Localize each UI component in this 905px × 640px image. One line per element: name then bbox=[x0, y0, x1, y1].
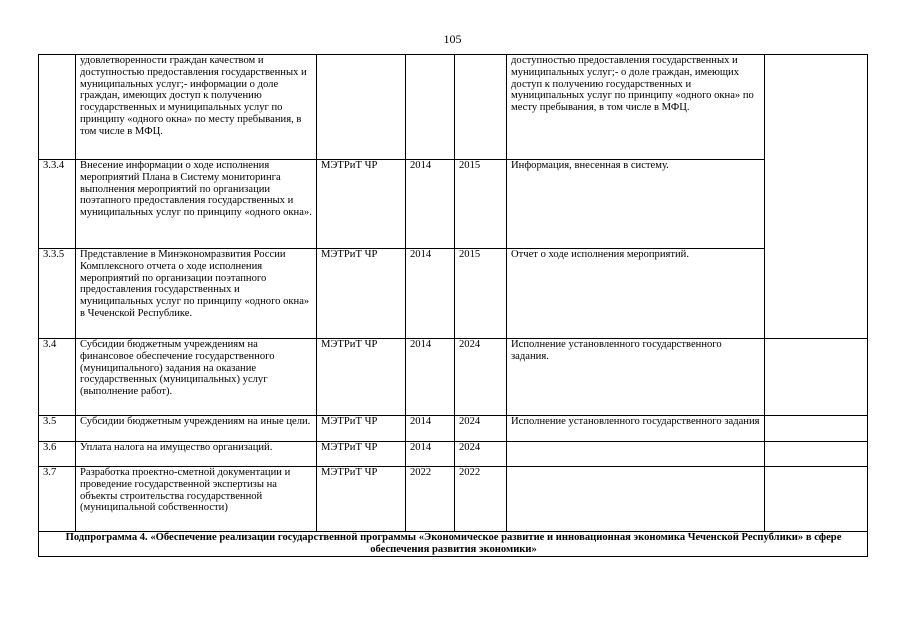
row-executor: МЭТРиТ ЧР bbox=[317, 416, 406, 442]
row-result: Исполнение установленного государственного задания bbox=[507, 416, 765, 442]
row-end-year: 2015 bbox=[455, 160, 507, 249]
row-number: 3.5 bbox=[39, 416, 76, 442]
table-row bbox=[39, 416, 868, 442]
row-end-year: 2015 bbox=[455, 249, 507, 339]
row-number: 3.4 bbox=[39, 339, 76, 416]
table-row bbox=[39, 55, 868, 160]
row-executor: МЭТРиТ ЧР bbox=[317, 467, 406, 532]
table-row bbox=[39, 339, 868, 416]
row-executor: МЭТРиТ ЧР bbox=[317, 339, 406, 416]
row-name: Представление в Минэкономразвития России Комплексного отчета о ходе исполнения мероприятий по организации поэтапного предоставления государственных и муниципальных услуг по принципу «одного окна» в Чеченской Республике. bbox=[76, 249, 317, 339]
row-result bbox=[507, 467, 765, 532]
row-end-year: 2024 bbox=[455, 416, 507, 442]
subprogram-row bbox=[39, 532, 868, 557]
row-executor: МЭТРиТ ЧР bbox=[317, 160, 406, 249]
row-name: Субсидии бюджетным учреждениям на финансовое обеспечение государственного (муниципального) задания на оказание государственных (муниципальных) услуг (выполнение работ). bbox=[76, 339, 317, 416]
row-result: Исполнение установленного государственного задания. bbox=[507, 339, 765, 416]
row-number: 3.6 bbox=[39, 442, 76, 467]
row-number: 3.3.4 bbox=[39, 160, 76, 249]
row-end-year: 2022 bbox=[455, 467, 507, 532]
row-start-year: 2022 bbox=[406, 467, 455, 532]
row-start-year: 2014 bbox=[406, 339, 455, 416]
row-executor: МЭТРиТ ЧР bbox=[317, 442, 406, 467]
row-extra bbox=[765, 55, 868, 339]
row-name: Субсидии бюджетным учреждениям на иные цели. bbox=[76, 416, 317, 442]
row-start-year: 2014 bbox=[406, 249, 455, 339]
table-row bbox=[39, 249, 868, 339]
row-number bbox=[39, 55, 76, 160]
row-name: Внесение информации о ходе исполнения мероприятий Плана в Систему мониторинга выполнения мероприятий по организации поэтапного предоставления государственных и муниципальных услуг по принципу «одного окна». bbox=[76, 160, 317, 249]
row-extra bbox=[765, 339, 868, 416]
row-start-year: 2014 bbox=[406, 442, 455, 467]
row-name: Разработка проектно-сметной документации и проведение государственной экспертизы на объекты строительства государственной (муниципальной собственности) bbox=[76, 467, 317, 532]
row-name: Уплата налога на имущество организаций. bbox=[76, 442, 317, 467]
row-extra bbox=[765, 416, 868, 442]
row-executor bbox=[317, 55, 406, 160]
row-start-year: 2014 bbox=[406, 160, 455, 249]
program-table bbox=[38, 54, 868, 557]
subprogram-title: Подпрограмма 4. «Обеспечение реализации государственной программы «Экономическое развитие и инновационная экономика Чеченской Республики» в сфере обеспечения развития экономики» bbox=[39, 532, 868, 557]
row-name: удовлетворенности граждан качеством и доступностью предоставления государственных и муниципальных услуг;- информации о доле граждан, имеющих доступ к получению государственных и муниципальных услуг по принципу «одного окна» по месту пребывания, в том числе в МФЦ. bbox=[76, 55, 317, 160]
row-start-year: 2014 bbox=[406, 416, 455, 442]
row-result: Отчет о ходе исполнения мероприятий. bbox=[507, 249, 765, 339]
row-end-year: 2024 bbox=[455, 442, 507, 467]
row-number: 3.7 bbox=[39, 467, 76, 532]
row-extra bbox=[765, 442, 868, 467]
row-extra bbox=[765, 467, 868, 532]
row-result: доступностью предоставления государственных и муниципальных услуг;- о доле граждан, имеющих доступ к получению государственных и муниципальных услуг по принципу «одного окна» по месту пребывания, в том числе в МФЦ. bbox=[507, 55, 765, 160]
row-result: Информация, внесенная в систему. bbox=[507, 160, 765, 249]
table-row bbox=[39, 467, 868, 532]
row-start-year bbox=[406, 55, 455, 160]
table-row bbox=[39, 442, 868, 467]
table-row bbox=[39, 160, 868, 249]
row-number: 3.3.5 bbox=[39, 249, 76, 339]
row-result bbox=[507, 442, 765, 467]
row-end-year: 2024 bbox=[455, 339, 507, 416]
page-number: 105 bbox=[443, 32, 462, 46]
row-executor: МЭТРиТ ЧР bbox=[317, 249, 406, 339]
row-end-year bbox=[455, 55, 507, 160]
